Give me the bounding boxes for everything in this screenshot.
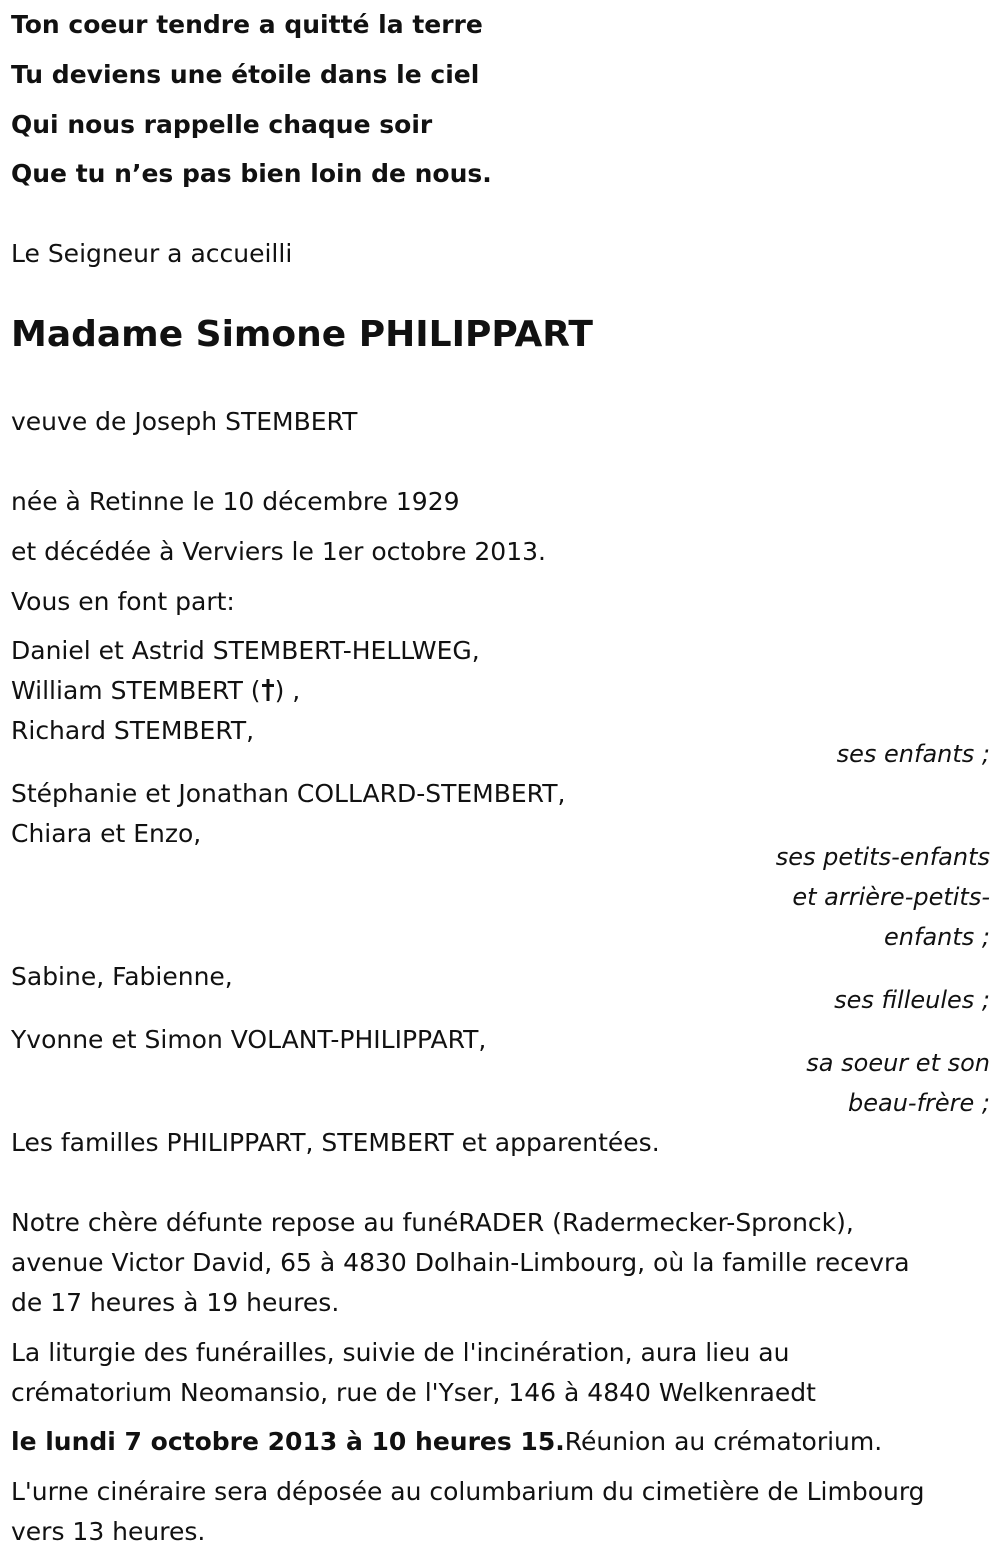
role-sister: beau-frère ; <box>847 1089 990 1117</box>
liturgy-line: La liturgie des funérailles, suivie de l'incinération, aura lieu au <box>11 1338 790 1367</box>
liturgy-line: crématorium Neomansio, rue de l'Yser, 146 à 4840 Welkenraedt <box>11 1378 816 1407</box>
announce-text: Vous en font part: <box>11 587 235 616</box>
ceremony-note: Réunion au crématorium. <box>564 1427 883 1456</box>
child-name: William STEMBERT ( <box>11 676 261 705</box>
role-sister: sa soeur et son <box>806 1049 990 1077</box>
role-grandchildren: et arrière-petits- <box>792 883 990 911</box>
child-line: Richard STEMBERT, <box>11 716 255 745</box>
ceremony-date-line <box>11 1427 882 1457</box>
deceased-name: Madame Simone PHILIPPART <box>11 314 593 355</box>
role-goddaughters: ses filleules ; <box>834 986 990 1014</box>
ceremony-date: le lundi 7 octobre 2013 à 10 heures 15. <box>11 1427 565 1456</box>
urn-line: vers 13 heures. <box>11 1517 206 1546</box>
child-line: Daniel et Astrid STEMBERT-HELLWEG, <box>11 636 480 665</box>
role-children: ses enfants ; <box>836 740 990 768</box>
latin-cross-icon <box>261 678 275 702</box>
poem-line: Qui nous rappelle chaque soir <box>11 110 433 139</box>
rest-line: de 17 heures à 19 heures. <box>11 1288 340 1317</box>
role-grandchildren: ses petits-enfants <box>775 843 990 871</box>
goddaughter-line: Sabine, Fabienne, <box>11 962 233 991</box>
poem-line: Ton coeur tendre a quitté la terre <box>11 10 483 39</box>
grandchild-line: Chiara et Enzo, <box>11 819 202 848</box>
rest-line: Notre chère défunte repose au funéRADER (Radermecker-Spronck), <box>11 1208 854 1237</box>
birth-text: née à Retinne le 10 décembre 1929 <box>11 487 460 516</box>
urn-line: L'urne cinéraire sera déposée au columbarium du cimetière de Limbourg <box>11 1477 925 1506</box>
poem-line: Tu deviens une étoile dans le ciel <box>11 60 480 89</box>
child-line <box>11 676 300 706</box>
role-grandchildren: enfants ; <box>884 923 990 951</box>
intro-text: Le Seigneur a accueilli <box>11 239 293 268</box>
sister-line: Yvonne et Simon VOLANT-PHILIPPART, <box>11 1025 487 1054</box>
poem-line: Que tu n’es pas bien loin de nous. <box>11 159 492 188</box>
child-name-suffix: ) , <box>274 676 301 705</box>
grandchild-line: Stéphanie et Jonathan COLLARD-STEMBERT, <box>11 779 566 808</box>
widow-text: veuve de Joseph STEMBERT <box>11 407 358 436</box>
rest-line: avenue Victor David, 65 à 4830 Dolhain-Limbourg, où la famille recevra <box>11 1248 910 1277</box>
families-text: Les familles PHILIPPART, STEMBERT et apparentées. <box>11 1128 660 1157</box>
death-text: et décédée à Verviers le 1er octobre 2013. <box>11 537 546 566</box>
